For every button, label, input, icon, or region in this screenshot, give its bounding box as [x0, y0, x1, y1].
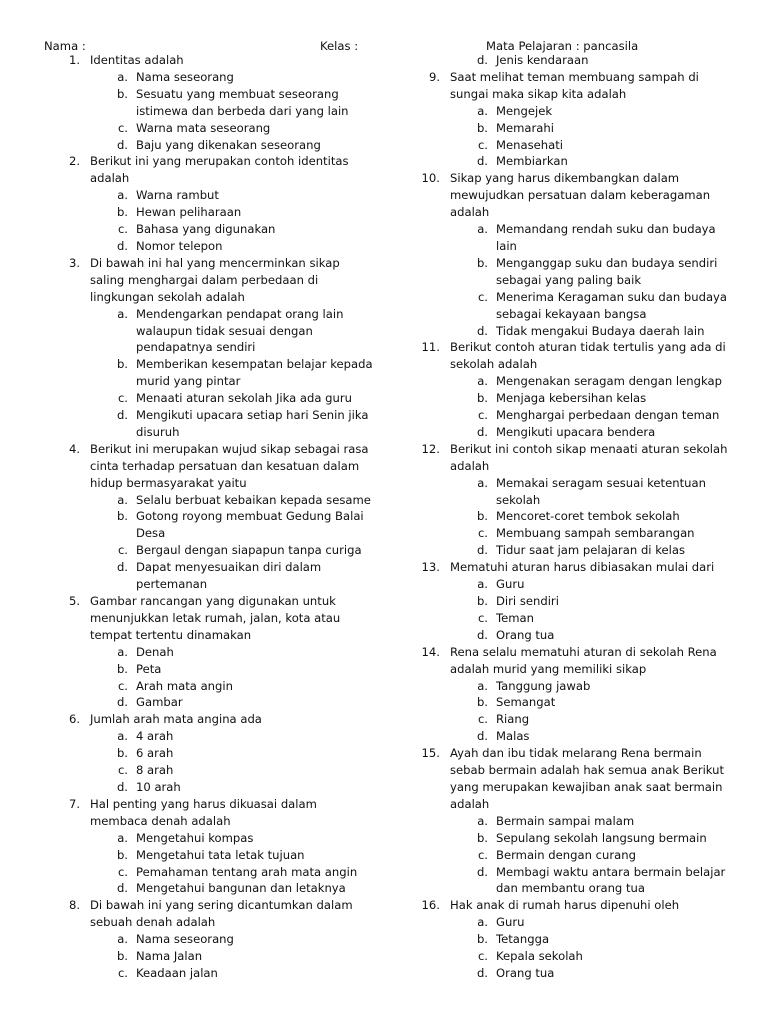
question-option [44, 728, 374, 745]
option-text: Membuang sampah sembarangan [496, 526, 695, 541]
question-option [404, 593, 734, 610]
question [44, 441, 374, 492]
question-option [404, 323, 734, 340]
option-letter: a. [477, 577, 488, 592]
question-text: Gambar rancangan yang digunakan untuk menunjukkan letak rumah, jalan, kota atau tempat tertentu dinamakan [90, 594, 341, 642]
option-letter: a. [117, 932, 128, 947]
option-letter: a. [477, 475, 488, 490]
question-option [44, 390, 374, 407]
option-text: Mengetahui tata letak tujuan [136, 847, 305, 862]
option-text: Menganggap suku dan budaya sendiri sebagai yang paling baik [496, 255, 718, 287]
option-letter: c. [477, 949, 488, 964]
option-letter: a. [117, 644, 128, 659]
option-text: Orang tua [496, 627, 555, 642]
option-text: Mendengarkan pendapat orang lain walaupun tidak sesuai dengan pendapatnya sendiri [136, 306, 344, 355]
option-text: Peta [136, 661, 162, 676]
question-option [404, 52, 734, 69]
option-text: Warna mata seseorang [136, 120, 271, 135]
question [404, 745, 734, 813]
option-text: Bahasa yang digunakan [136, 222, 276, 237]
question-number: 13. [421, 560, 440, 575]
option-text: Nama seseorang [136, 932, 234, 947]
question-text: Berikut contoh aturan tidak tertulis yang ada di sekolah adalah [450, 340, 726, 372]
option-text: Warna rambut [136, 188, 219, 203]
question-option [44, 745, 374, 762]
option-text: Gambar [136, 695, 183, 710]
option-text: Memberikan kesempatan belajar kepada murid yang pintar [136, 357, 373, 389]
option-text: Tanggung jawab [496, 678, 591, 693]
question-option [404, 390, 734, 407]
option-text: Teman [496, 610, 534, 625]
question-option [404, 830, 734, 847]
option-letter: c. [117, 391, 128, 406]
option-text: Tetangga [496, 932, 550, 947]
question-option [44, 204, 374, 221]
question-option [404, 255, 734, 289]
option-text: Menaati aturan sekolah Jika ada guru [136, 391, 352, 406]
question-option [404, 678, 734, 695]
question-option [44, 880, 374, 897]
question-number: 7. [68, 796, 80, 811]
option-text: Mengetahui kompas [136, 830, 254, 845]
question-option [44, 238, 374, 255]
question-number: 2. [68, 154, 80, 169]
question-option [44, 221, 374, 238]
option-letter: c. [477, 526, 488, 541]
question-text: Hak anak di rumah harus dipenuhi oleh [450, 898, 680, 913]
option-letter: b. [116, 357, 128, 372]
option-letter: c. [117, 543, 128, 558]
question-option [404, 475, 734, 509]
questions-left-column [44, 52, 374, 982]
question-number: 8. [68, 898, 80, 913]
question-text: Ayah dan ibu tidak melarang Rena bermain sebab bermain adalah hak semua anak Berikut yang merupakan kewajiban anak saat bermain adalah [450, 746, 725, 811]
question-text: Berikut ini contoh sikap menaati aturan sekolah adalah [450, 441, 728, 473]
question-text: Identitas adalah [90, 53, 184, 67]
option-text: Diri sendiri [496, 594, 559, 608]
question-number: 1. [68, 53, 80, 67]
option-letter: d. [116, 238, 128, 253]
question-text: Di bawah ini yang sering dicantumkan dalam sebuah denah adalah [90, 898, 353, 930]
question [44, 52, 374, 69]
option-letter: a. [117, 188, 128, 203]
question-option [404, 728, 734, 745]
option-text: Semangat [496, 695, 556, 710]
option-letter: b. [476, 594, 488, 608]
option-text: 6 arah [136, 746, 174, 761]
question [44, 593, 374, 644]
question [44, 153, 374, 187]
question-option [404, 373, 734, 390]
option-letter: c. [477, 408, 488, 423]
option-letter: b. [116, 509, 128, 524]
option-text: Orang tua [496, 965, 555, 980]
option-letter: a. [117, 306, 128, 321]
question-number: 4. [68, 441, 80, 456]
question-text: Rena selalu mematuhi aturan di sekolah Rena adalah murid yang memiliki sikap [450, 644, 717, 676]
option-text: Keadaan jalan [136, 965, 218, 980]
question-option [44, 644, 374, 661]
option-text: Memarahi [496, 120, 554, 135]
option-text: Membagi waktu antara bermain belajar dan membantu orang tua [496, 864, 726, 896]
option-text: Sepulang sekolah langsung bermain [496, 830, 707, 845]
option-letter: a. [117, 830, 128, 845]
question-text: Sikap yang harus dikembangkan dalam mewujudkan persatuan dalam keberagaman adalah [450, 171, 711, 220]
option-text: Mengejek [496, 103, 553, 118]
option-text: Mengetahui bangunan dan letaknya [136, 881, 346, 896]
question-option [404, 694, 734, 711]
option-letter: b. [476, 509, 488, 524]
question-option [44, 762, 374, 779]
question-option [404, 931, 734, 948]
question-option [44, 356, 374, 390]
option-letter: c. [477, 610, 488, 625]
question-option [44, 542, 374, 559]
question [404, 339, 734, 373]
question [404, 441, 734, 475]
option-text: Dapat menyesuaikan diri dalam pertemanan [136, 560, 322, 592]
option-letter: d. [116, 137, 128, 152]
option-letter: d. [116, 881, 128, 896]
option-letter: d. [116, 779, 128, 794]
question-number: 11. [421, 340, 440, 355]
option-letter: b. [116, 86, 128, 101]
option-letter: d. [476, 154, 488, 169]
option-text: Arah mata angin [136, 678, 233, 693]
question-text: Di bawah ini hal yang mencerminkan sikap saling menghargai dalam perbedaan di lingkungan sekolah adalah [90, 255, 340, 304]
question [404, 170, 734, 221]
option-text: Membiarkan [496, 154, 568, 169]
option-text: Mengikuti upacara bendera [496, 424, 656, 439]
option-letter: a. [477, 915, 488, 930]
question-option [404, 508, 734, 525]
question-text: Berikut ini yang merupakan contoh identitas adalah [90, 154, 349, 186]
option-text: Guru [496, 577, 525, 592]
question-text: Berikut ini merupakan wujud sikap sebagai rasa cinta terhadap persatuan dan kesatuan dalam hidup bermasyarakat yaitu [90, 441, 369, 490]
option-letter: b. [116, 746, 128, 761]
option-letter: d. [476, 965, 488, 980]
question-option [44, 661, 374, 678]
question-text: Jumlah arah mata angina ada [90, 712, 262, 727]
option-text: Memandang rendah suku dan budaya lain [496, 222, 716, 253]
question-option [404, 965, 734, 982]
option-letter: c. [117, 763, 128, 778]
option-text: Riang [496, 712, 530, 727]
question-option [44, 407, 374, 441]
question-option [44, 306, 374, 357]
question-option [404, 103, 734, 120]
option-text: Bermain dengan curang [496, 847, 636, 862]
option-letter: a. [477, 222, 488, 237]
question-option [44, 559, 374, 593]
option-text: Nomor telepon [136, 238, 223, 253]
question-option [404, 813, 734, 830]
question-option [44, 965, 374, 982]
question-option [44, 678, 374, 695]
question-option [404, 864, 734, 898]
questions-right-column [404, 52, 734, 982]
option-letter: b. [116, 847, 128, 862]
question-option [404, 407, 734, 424]
option-letter: c. [117, 678, 128, 693]
option-text: 4 arah [136, 729, 174, 744]
question-option [44, 931, 374, 948]
option-text: Bermain sampai malam [496, 813, 635, 828]
option-text: Nama Jalan [136, 949, 203, 964]
option-letter: d. [476, 543, 488, 558]
option-text: Malas [496, 729, 530, 744]
option-letter: c. [117, 222, 128, 237]
option-letter: b. [476, 932, 488, 947]
option-text: Guru [496, 915, 525, 930]
option-text: Mengenakan seragam dengan lengkap [496, 374, 722, 389]
option-text: Jenis kendaraan [496, 53, 589, 67]
question-option [404, 137, 734, 154]
question-option [404, 221, 734, 255]
option-letter: c. [117, 965, 128, 980]
option-letter: a. [477, 103, 488, 118]
question-option [404, 542, 734, 559]
question-number: 10. [421, 171, 440, 186]
option-letter: b. [476, 120, 488, 135]
option-letter: c. [117, 120, 128, 135]
option-letter: c. [117, 864, 128, 879]
question-option [44, 864, 374, 881]
option-text: Bergaul dengan siapapun tanpa curiga [136, 543, 362, 558]
option-letter: b. [476, 255, 488, 270]
question-number: 15. [421, 746, 440, 761]
option-text: Sesuatu yang membuat seseorang istimewa dan berbeda dari yang lain [136, 86, 349, 118]
option-text: Mengikuti upacara setiap hari Senin jika disuruh [136, 408, 369, 439]
question [404, 69, 734, 103]
question [44, 796, 374, 830]
option-letter: c. [477, 289, 488, 304]
option-letter: a. [117, 729, 128, 744]
option-letter: b. [476, 695, 488, 710]
question-number: 6. [68, 712, 80, 727]
question-option [404, 576, 734, 593]
option-text: Baju yang dikenakan seseorang [136, 137, 321, 152]
option-text: Tidur saat jam pelajaran di kelas [496, 543, 686, 558]
option-letter: d. [476, 53, 488, 67]
option-text: Pemahaman tentang arah mata angin [136, 864, 358, 879]
question-number: 5. [68, 594, 80, 608]
question-number: 9. [428, 69, 440, 84]
question-option [44, 948, 374, 965]
question [404, 644, 734, 678]
question-option [404, 525, 734, 542]
question-number: 12. [421, 441, 440, 456]
question-option [44, 847, 374, 864]
option-letter: d. [116, 695, 128, 710]
question-option [44, 492, 374, 509]
question-option [44, 137, 374, 154]
option-letter: a. [477, 374, 488, 389]
question-option [44, 508, 374, 542]
question-option [404, 627, 734, 644]
question [404, 559, 734, 576]
option-letter: a. [477, 813, 488, 828]
option-letter: d. [116, 408, 128, 423]
option-letter: b. [476, 830, 488, 845]
option-text: 10 arah [136, 779, 181, 794]
option-text: Hewan peliharaan [136, 205, 242, 220]
option-letter: a. [117, 69, 128, 84]
question-option [404, 610, 734, 627]
question-option [404, 424, 734, 441]
question-option [44, 187, 374, 204]
question-number: 16. [421, 898, 440, 913]
question-option [44, 779, 374, 796]
option-text: Menerima Keragaman suku dan budaya sebagai kekayaan bangsa [496, 289, 728, 321]
option-letter: c. [477, 847, 488, 862]
option-text: Menjaga kebersihan kelas [496, 391, 647, 406]
kelas-label: Kelas : [320, 39, 359, 53]
option-letter: d. [476, 729, 488, 744]
question-option [44, 830, 374, 847]
option-letter: c. [477, 712, 488, 727]
option-text: Menasehati [496, 137, 563, 152]
question-option [44, 120, 374, 137]
option-text: Menghargai perbedaan dengan teman [496, 408, 720, 423]
option-letter: d. [476, 323, 488, 338]
question-option [404, 289, 734, 323]
option-text: Denah [136, 644, 174, 659]
question-number: 3. [68, 255, 80, 270]
question-option [44, 86, 374, 120]
question-number: 14. [421, 644, 440, 659]
option-letter: c. [477, 137, 488, 152]
option-letter: d. [476, 627, 488, 642]
option-letter: b. [116, 205, 128, 220]
option-text: Kepala sekolah [496, 949, 583, 964]
question-option [404, 711, 734, 728]
option-text: 8 arah [136, 763, 174, 778]
nama-label: Nama : [44, 39, 86, 53]
option-letter: b. [116, 949, 128, 964]
mata-pelajaran-label: Mata Pelajaran : pancasila [486, 39, 639, 53]
option-letter: b. [116, 661, 128, 676]
option-text: Tidak mengakui Budaya daerah lain [496, 323, 705, 338]
option-text: Mencoret-coret tembok sekolah [496, 509, 680, 524]
question [44, 897, 374, 931]
question-text: Hal penting yang harus dikuasai dalam membaca denah adalah [90, 796, 317, 828]
question-option [404, 948, 734, 965]
question-option [44, 694, 374, 711]
option-text: Memakai seragam sesuai ketentuan sekolah [496, 475, 706, 507]
option-letter: a. [477, 678, 488, 693]
option-text: Selalu berbuat kebaikan kepada sesame [136, 492, 371, 507]
option-letter: d. [476, 864, 488, 879]
option-letter: a. [117, 492, 128, 507]
question-option [404, 120, 734, 137]
question-option [44, 69, 374, 86]
question-option [404, 914, 734, 931]
option-text: Nama seseorang [136, 69, 234, 84]
question-text: Mematuhi aturan harus dibiasakan mulai dari [450, 560, 715, 575]
question-option [404, 847, 734, 864]
question [44, 255, 374, 306]
option-text: Gotong royong membuat Gedung Balai Desa [136, 509, 364, 541]
question-option [404, 153, 734, 170]
option-letter: d. [476, 424, 488, 439]
question-text: Saat melihat teman membuang sampah di sungai maka sikap kita adalah [450, 69, 699, 101]
question [404, 897, 734, 914]
question [44, 711, 374, 728]
option-letter: b. [476, 391, 488, 406]
option-letter: d. [116, 560, 128, 575]
